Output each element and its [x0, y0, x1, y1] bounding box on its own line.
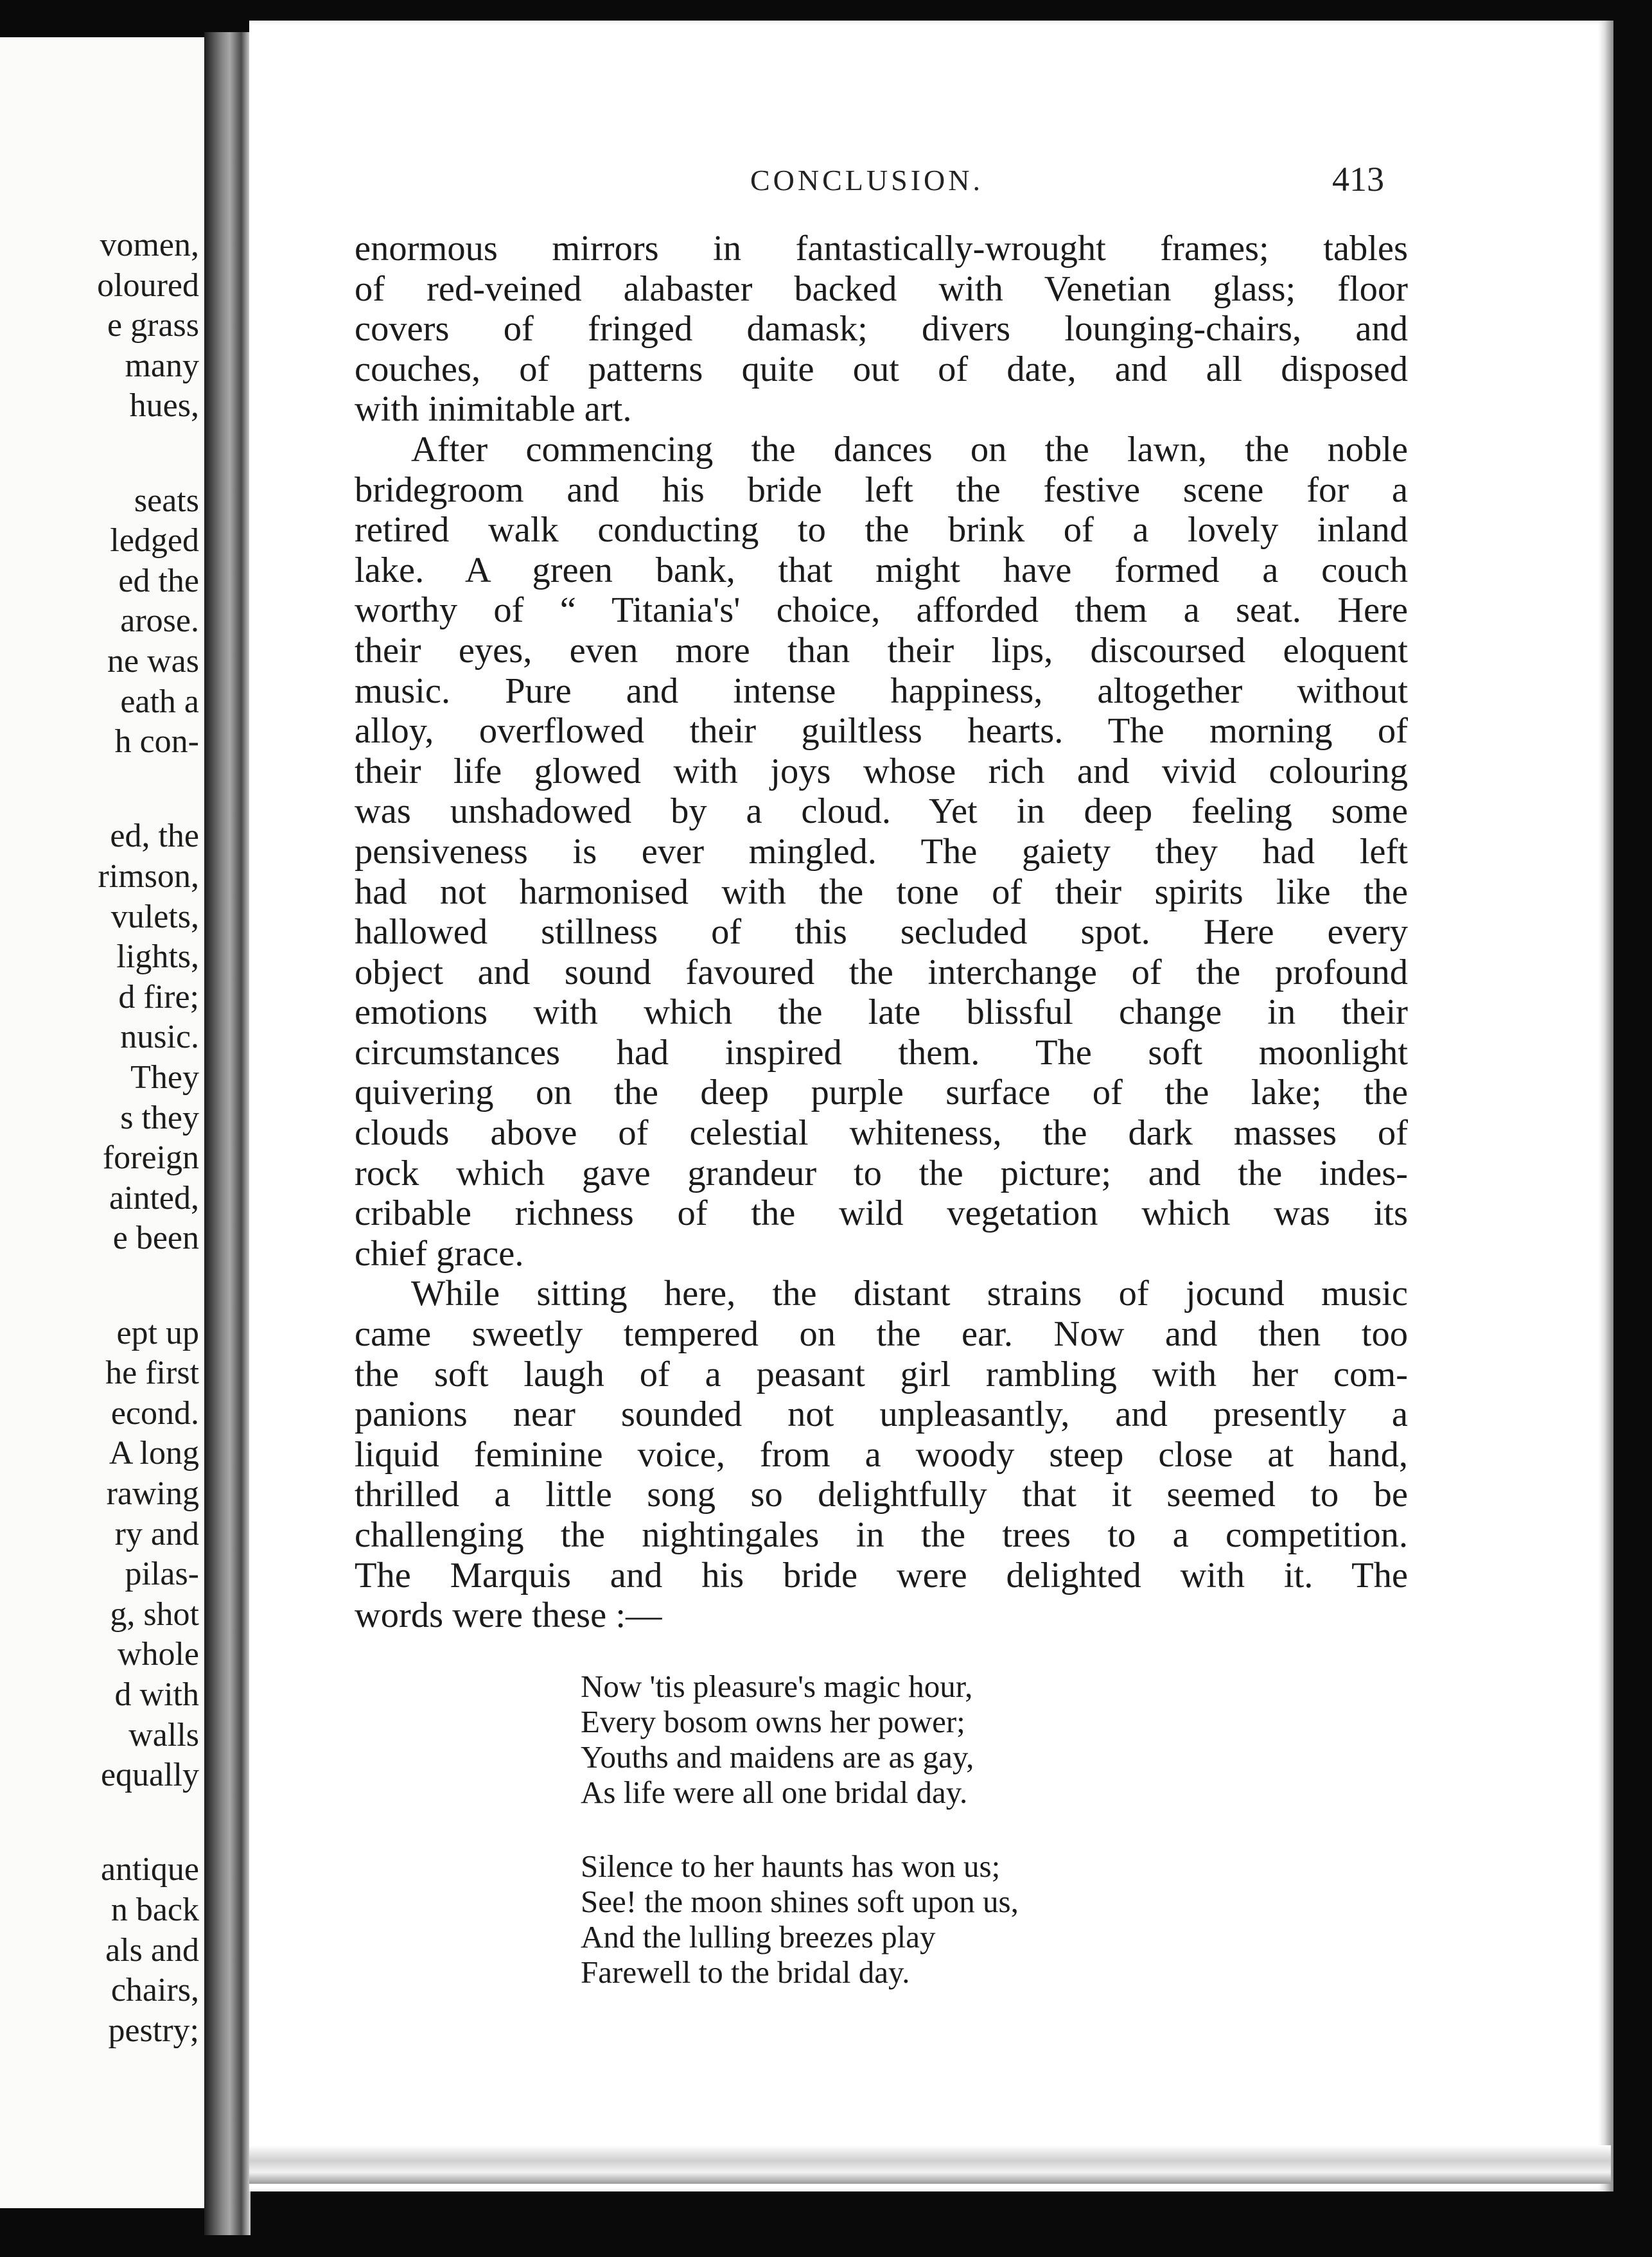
- poem: [581, 1669, 1287, 1990]
- page-edge-right: [1604, 21, 1613, 2191]
- text-line: rock which gave grandeur to the picture; and the indes-: [355, 1153, 1408, 1193]
- left-page-line: als and: [105, 1931, 199, 1969]
- left-page-line: rawing: [106, 1475, 199, 1512]
- left-page-line: e been: [112, 1220, 199, 1257]
- poem-line: Every bosom owns her power;: [581, 1704, 965, 1739]
- left-page-line: walls: [128, 1716, 199, 1753]
- left-page-line: ry and: [114, 1515, 199, 1552]
- left-page-line: lights,: [116, 938, 199, 976]
- left-page-line: foreign: [102, 1139, 199, 1177]
- text-line: hallowed stillness of this secluded spot. Here every: [355, 912, 1408, 953]
- text-line: of red-veined alabaster backed with Venetian glass; floor: [355, 268, 1408, 309]
- text-line: alloy, overflowed their guiltless hearts. The morning of: [355, 711, 1408, 751]
- text-line: chief grace.: [355, 1233, 524, 1274]
- text-line: worthy of “ Titania's' choice, afforded them a seat. Here: [355, 590, 1408, 631]
- left-page-line: n back: [110, 1892, 199, 1928]
- text-line: covers of fringed damask; divers lounging-chairs, and: [355, 309, 1408, 349]
- left-page-line: hues,: [129, 387, 199, 425]
- poem-line: And the lulling breezes play: [581, 1919, 936, 1954]
- left-page-line: e grass: [107, 307, 199, 344]
- left-page-line: vomen,: [100, 227, 199, 263]
- left-page: [0, 37, 204, 2208]
- text-line: with inimitable art.: [355, 389, 632, 430]
- book-gutter: [204, 32, 250, 2235]
- page-edge-bottom: [249, 2145, 1611, 2184]
- text-line: emotions with which the late blissful change in their: [355, 992, 1408, 1033]
- left-page-line: arose.: [120, 602, 199, 640]
- text-line: music. Pure and intense happiness, altogether without: [355, 671, 1408, 711]
- text-line: couches, of patterns quite out of date, and all disposed: [355, 349, 1408, 389]
- text-line: their eyes, even more than their lips, discoursed eloquent: [355, 630, 1408, 671]
- left-page-line: chairs,: [110, 1972, 199, 2009]
- left-page-line: econd.: [110, 1394, 199, 1432]
- left-page-line: many: [125, 347, 199, 384]
- left-page-line: They: [130, 1059, 199, 1096]
- left-page-line: pilas-: [125, 1556, 199, 1593]
- running-head: CONCLUSION.: [750, 164, 983, 197]
- poem-line: Now 'tis pleasure's magic hour,: [581, 1669, 973, 1704]
- left-page-line: ledged: [110, 522, 199, 559]
- page-number: 413: [1332, 160, 1384, 198]
- text-line: The Marquis and his bride were delighted with it. The: [355, 1555, 1408, 1595]
- left-page-line: ept up: [116, 1314, 199, 1351]
- text-line: While sitting here, the distant strains of jocund music: [411, 1274, 1408, 1314]
- poem-line: See! the moon shines soft upon us,: [581, 1884, 1019, 1919]
- text-line: the soft laugh of a peasant girl rambling with her com-: [355, 1354, 1408, 1394]
- left-page-line: ed, the: [110, 818, 199, 855]
- left-page-line: pestry;: [108, 2012, 199, 2049]
- text-line: their life glowed with joys whose rich and vivid colouring: [355, 751, 1408, 791]
- text-line: enormous mirrors in fantastically-wrought frames; tables: [355, 229, 1408, 268]
- left-page-line: h con-: [114, 723, 199, 760]
- left-page-line: d with: [114, 1676, 199, 1713]
- text-line: circumstances had inspired them. The soft moonlight: [355, 1032, 1408, 1073]
- text-line: retired walk conducting to the brink of a lovely inland: [355, 510, 1408, 550]
- text-line: pensiveness is ever mingled. The gaiety they had left: [355, 831, 1408, 872]
- left-page-line: seats: [134, 482, 199, 519]
- left-page-line: rimson,: [98, 858, 199, 895]
- left-page-line: oloured: [97, 267, 199, 304]
- body-text: [355, 229, 1408, 1636]
- text-line: clouds above of celestial whiteness, the dark masses of: [355, 1113, 1408, 1154]
- left-page-line: ed the: [118, 562, 199, 599]
- left-page-line: ainted,: [109, 1179, 199, 1216]
- text-line: object and sound favoured the interchange of the profound: [355, 952, 1408, 992]
- poem-line: Farewell to the bridal day.: [581, 1954, 910, 1990]
- text-line: was unshadowed by a cloud. Yet in deep feeling some: [355, 791, 1408, 832]
- left-page-line: g, shot: [110, 1595, 199, 1633]
- text-line: bridegroom and his bride left the festive scene for a: [355, 470, 1408, 510]
- left-page-line: ne was: [107, 643, 199, 680]
- left-page-line: s they: [120, 1099, 199, 1136]
- left-page-line: eath a: [120, 683, 199, 720]
- left-page-line: he first: [105, 1355, 199, 1392]
- text-line: liquid feminine voice, from a woody steep close at hand,: [355, 1434, 1408, 1475]
- text-line: quivering on the deep purple surface of the lake; the: [355, 1073, 1408, 1113]
- poem-line: Silence to her haunts has won us;: [581, 1849, 1001, 1884]
- poem-stanza-break: [581, 1810, 1287, 1849]
- left-page-line: nusic.: [120, 1019, 199, 1056]
- text-line: cribable richness of the wild vegetation which was its: [355, 1193, 1408, 1234]
- poem-line: Youths and maidens are as gay,: [581, 1739, 974, 1775]
- left-page-line: d fire;: [118, 978, 199, 1015]
- text-line: panions near sounded not unpleasantly, and presently a: [355, 1394, 1408, 1435]
- left-page-line: vulets,: [110, 898, 199, 935]
- text-line: came sweetly tempered on the ear. Now and then too: [355, 1314, 1408, 1355]
- text-line: thrilled a little song so delightfully that it seemed to be: [355, 1475, 1408, 1515]
- left-page-line: antique: [100, 1851, 199, 1888]
- text-line: lake. A green bank, that might have formed a couch: [355, 550, 1408, 590]
- text-line: After commencing the dances on the lawn, the noble: [411, 429, 1408, 470]
- text-line: words were these :—: [355, 1595, 662, 1636]
- poem-line: As life were all one bridal day.: [581, 1775, 968, 1810]
- text-line: had not harmonised with the tone of their spirits like the: [355, 872, 1408, 912]
- left-page-line: whole: [117, 1636, 199, 1673]
- text-line: challenging the nightingales in the trees to a competition.: [355, 1515, 1408, 1555]
- left-page-line: A long: [109, 1435, 199, 1472]
- left-page-line: equally: [100, 1757, 199, 1794]
